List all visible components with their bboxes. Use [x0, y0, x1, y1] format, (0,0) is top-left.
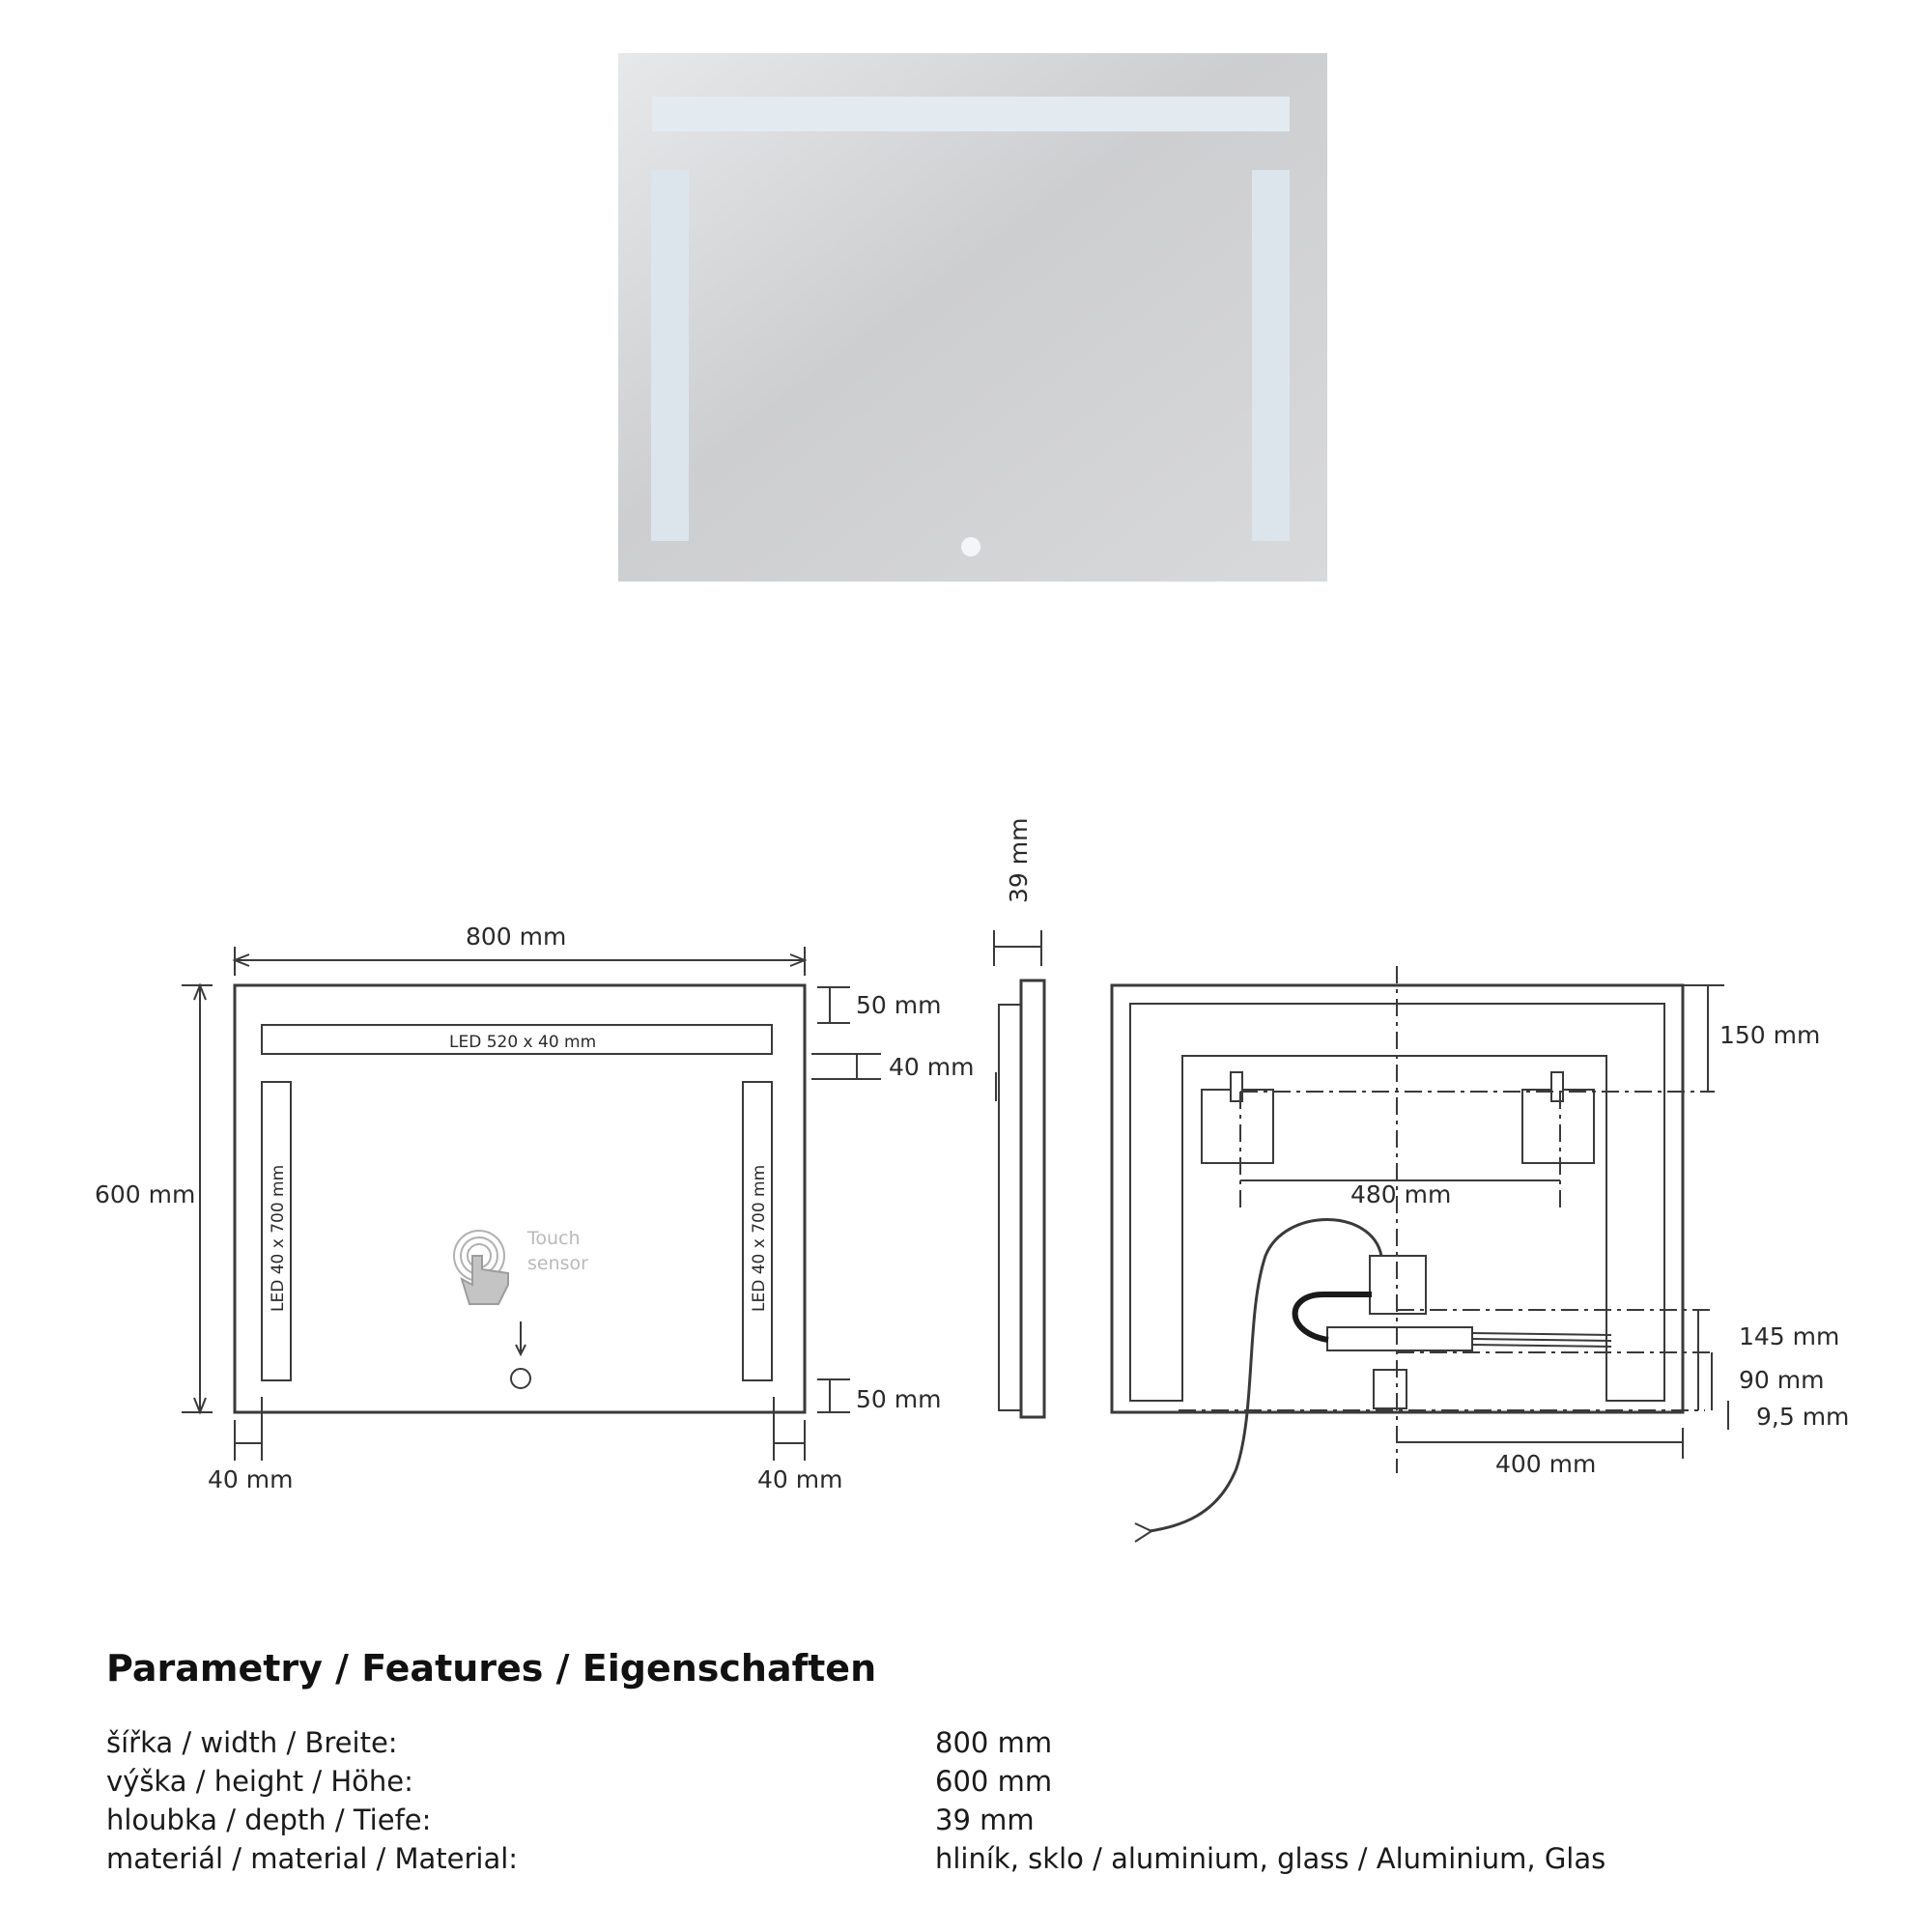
back-400-label: 400 mm — [1495, 1450, 1597, 1478]
side-depth-label: 39 mm — [1005, 817, 1033, 903]
feature-label: materiál / material / Material: — [106, 1842, 519, 1875]
feature-row-width — [106, 1723, 1845, 1762]
transformer — [1327, 1327, 1472, 1350]
front-touch-button — [511, 1369, 530, 1388]
led-strip-left — [651, 170, 689, 541]
feature-row-height — [106, 1762, 1845, 1801]
back-top-offset-label: 150 mm — [1719, 1021, 1821, 1049]
bottom-margin-label: 50 mm — [856, 1385, 942, 1413]
power-cable — [1150, 1220, 1381, 1532]
front-width-label: 800 mm — [466, 923, 567, 951]
back-145-label: 145 mm — [1739, 1322, 1840, 1350]
led-strip-right — [1252, 170, 1290, 541]
led-height-label: 40 mm — [889, 1053, 975, 1081]
feature-label: hloubka / depth / Tiefe: — [106, 1804, 432, 1836]
left-margin-label: 40 mm — [208, 1465, 294, 1493]
feature-label: šířka / width / Breite: — [106, 1726, 398, 1759]
feature-value: hliník, sklo / aluminium, glass / Aluminium, Glas — [935, 1842, 1606, 1875]
mirror-photo — [618, 53, 1327, 582]
side-frame — [999, 1005, 1021, 1410]
touch-sensor-dot — [961, 537, 980, 556]
feature-row-depth — [106, 1801, 1845, 1839]
led-top-label: LED 520 x 40 mm — [449, 1033, 597, 1052]
back-9-5-label: 9,5 mm — [1756, 1403, 1850, 1431]
side-view — [994, 930, 1044, 1417]
back-hanger-spacing-label: 480 mm — [1350, 1180, 1452, 1208]
top-margin-label: 50 mm — [856, 991, 942, 1019]
right-margin-label: 40 mm — [757, 1465, 843, 1493]
touch-label-line2: sensor — [527, 1253, 588, 1274]
features-heading: Parametry / Features / Eigenschaften — [106, 1647, 877, 1690]
led-right-label: LED 40 x 700 mm — [750, 1164, 769, 1312]
connector — [1374, 1370, 1406, 1408]
feature-value: 600 mm — [935, 1765, 1053, 1798]
touch-hand-icon — [454, 1231, 508, 1304]
feature-value: 39 mm — [935, 1804, 1035, 1836]
features-section — [106, 1647, 1845, 1878]
led-strip-top — [652, 97, 1290, 131]
feature-value: 800 mm — [935, 1726, 1053, 1759]
back-90-label: 90 mm — [1739, 1366, 1825, 1394]
front-height-label: 600 mm — [95, 1180, 196, 1208]
feature-row-material — [106, 1839, 1845, 1878]
touch-label-line1: Touch — [527, 1228, 581, 1249]
led-left-label: LED 40 x 700 mm — [269, 1164, 288, 1312]
back-view — [1112, 966, 1728, 1542]
feature-label: výška / height / Höhe: — [106, 1765, 413, 1798]
side-glass — [1021, 980, 1044, 1417]
